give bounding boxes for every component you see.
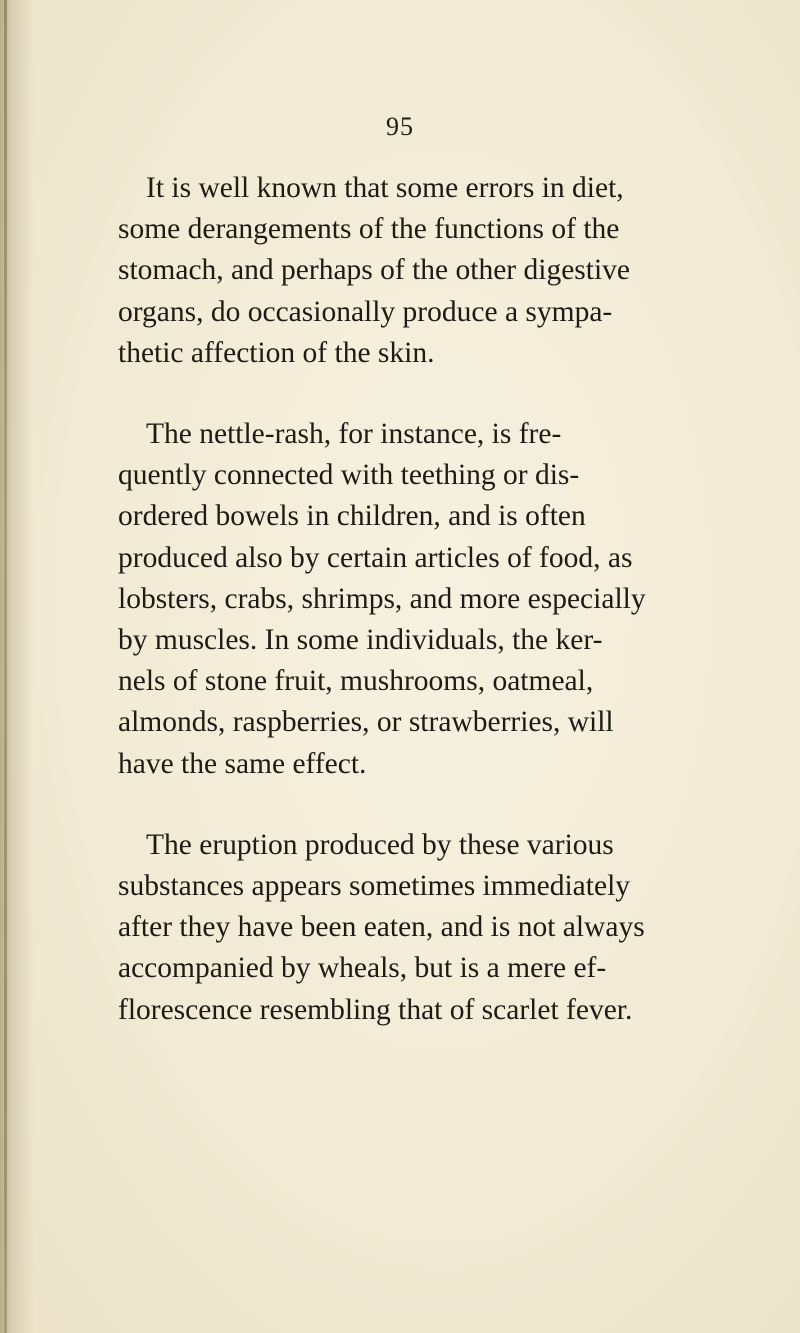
body-text bbox=[118, 168, 708, 1031]
text-line: by muscles. In some individuals, the ker- bbox=[118, 624, 603, 657]
text-line: accompanied by wheals, but is a mere ef- bbox=[118, 952, 607, 985]
paragraph-1 bbox=[118, 168, 708, 374]
text-line: substances appears sometimes immediately bbox=[118, 870, 631, 903]
text-line: almonds, raspberries, or strawberries, will bbox=[118, 706, 614, 739]
text-line: ordered bowels in children, and is often bbox=[118, 500, 586, 533]
text-line: after they have been eaten, and is not always bbox=[118, 911, 645, 944]
text-line: nels of stone fruit, mushrooms, oatmeal, bbox=[118, 665, 594, 698]
text-line: some derangements of the functions of the bbox=[118, 213, 620, 246]
text-line: quently connected with teething or dis- bbox=[118, 459, 580, 492]
paragraph-2 bbox=[118, 414, 708, 785]
text-line: stomach, and perhaps of the other digestive bbox=[118, 254, 631, 287]
text-line: thetic affection of the skin. bbox=[118, 336, 435, 369]
paragraph-3 bbox=[118, 825, 708, 1031]
text-line: florescence resembling that of scarlet fever. bbox=[118, 993, 633, 1026]
text-line: It is well known that some errors in diet, bbox=[146, 172, 624, 204]
text-line: have the same effect. bbox=[118, 747, 367, 780]
page-number: 95 bbox=[386, 112, 414, 141]
text-line: organs, do occasionally produce a sympa- bbox=[118, 295, 613, 328]
text-line: The nettle-rash, for instance, is fre- bbox=[146, 418, 562, 451]
binding-edge bbox=[4, 0, 7, 1333]
text-line: produced also by certain articles of food, as bbox=[118, 541, 633, 574]
text-line: lobsters, crabs, shrimps, and more especially bbox=[118, 582, 646, 615]
text-line: The eruption produced by these various bbox=[146, 828, 614, 861]
